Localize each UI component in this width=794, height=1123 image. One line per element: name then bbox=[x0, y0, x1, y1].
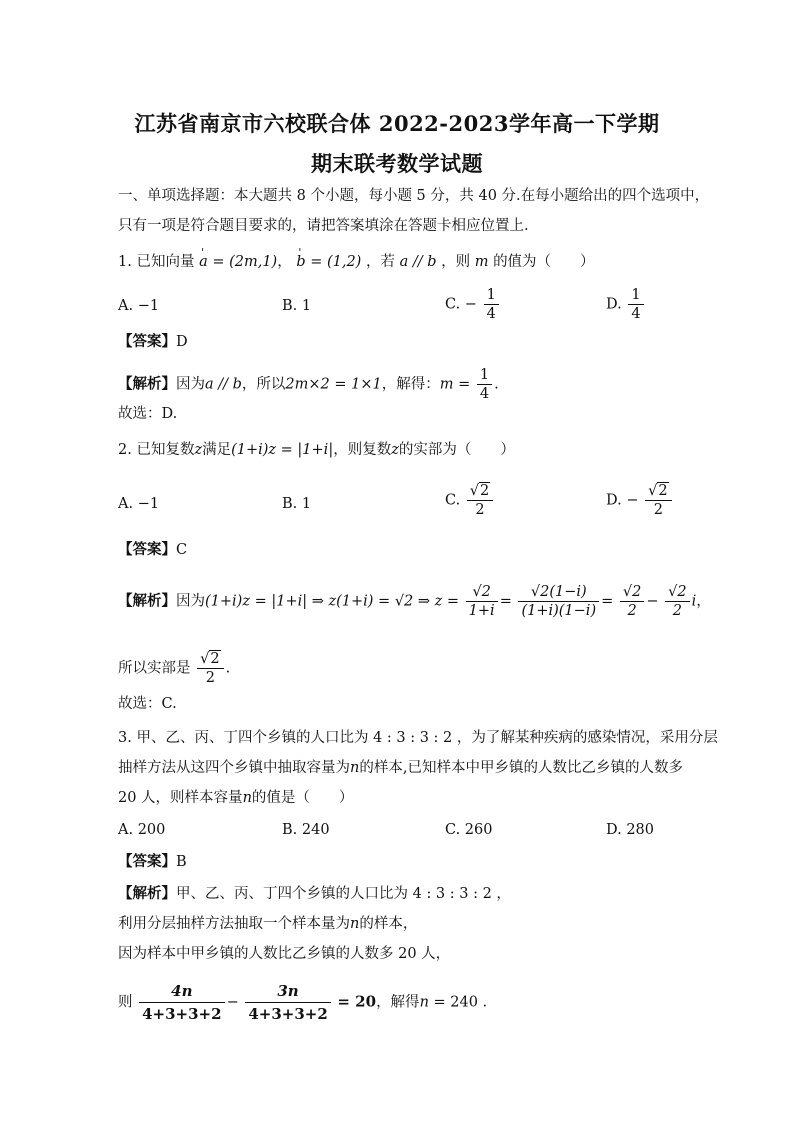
q1-option-b: B. 1 bbox=[282, 298, 312, 314]
q2-select: 故选：C. bbox=[118, 696, 177, 712]
q3-analysis-line-3: 因为样本中甲乡镇的人数比乙乡镇的人数多 20 人， bbox=[118, 946, 451, 962]
q1-stem: 1. 已知向量 ' a = (2m,1)， ' b = (1,2) ，若 a // b ，则 m 的值为（ ） bbox=[118, 252, 595, 272]
q3-stem-line-1: 3. 甲、乙、丙、丁四个乡镇的人口比为 4 : 3 : 3 : 2 ，为了解某种疾病的感染情况，采用分层 bbox=[118, 730, 718, 746]
q2-option-b: B. 1 bbox=[282, 496, 312, 512]
q3-option-a: A. 200 bbox=[118, 822, 166, 838]
q1-analysis: 【解析】因为a // b，所以2m×2 = 1×1，解得：m = $\frac{1}{4}$ . bbox=[118, 367, 499, 402]
q2-answer: 【答案】C bbox=[118, 541, 188, 558]
q3-analysis-line-2: 利用分层抽样方法抽取一个样本量为n的样本， bbox=[118, 916, 418, 932]
q3-stem-line-2: 抽样方法从这四个乡镇中抽取容量为n的样本,已知样本中甲乡镇的人数比乙乡镇的人数多 bbox=[118, 760, 683, 776]
q2-stem: 2. 已知复数z满足(1+i)z = |1+i|，则复数z的实部为（ ） bbox=[118, 442, 515, 458]
q2-analysis: 【解析】因为(1+i)z = |1+i| ⇒ z(1+i) = √2 ⇒ z = $\frac{√2}{1+i}$ = $\frac{√2(1-i)}{(1+i)(1-i)}$ = $\frac{√2}{2}$ − $\frac{√2}{2}$ i， bbox=[118, 584, 711, 619]
q2-real-part: 所以实部是 $\frac{√2}{2}$ . bbox=[118, 651, 231, 686]
q2-option-d: D. − $\frac{√2}{2}$ bbox=[606, 482, 674, 519]
q3-option-d: D. 280 bbox=[606, 822, 655, 838]
q1-parallel: a // b bbox=[399, 254, 437, 270]
q1-option-a: A. −1 bbox=[118, 298, 160, 314]
section-heading-line-1: 一、单项选择题：本大题共 8 个小题，每小题 5 分，共 40 分.在每小题给出的四个选项中， bbox=[118, 188, 710, 204]
q1-vector-b: ' b = (1,2) bbox=[296, 252, 361, 272]
q3-stem-line-3: 20 人，则样本容量n的值是（ ） bbox=[118, 790, 354, 806]
q3-analysis-equation: 则 $\frac{4n}{4+3+3+2}$ − $\frac{3n}{4+3+3+2}$ = 20，解得n = 240 . bbox=[118, 982, 488, 1023]
q1-select: 故选：D. bbox=[118, 406, 178, 422]
q2-option-a: A. −1 bbox=[118, 496, 160, 512]
q3-option-b: B. 240 bbox=[282, 822, 330, 838]
q3-analysis-line-1: 【解析】甲、乙、丙、丁四个乡镇的人口比为 4 : 3 : 3 : 2 ， bbox=[118, 885, 511, 902]
q3-option-c: C. 260 bbox=[445, 822, 493, 838]
q1-answer: 【答案】D bbox=[118, 333, 188, 350]
q1-option-c: C. − $\frac{1}{4}$ bbox=[445, 286, 501, 323]
q3-answer: 【答案】B bbox=[118, 853, 187, 870]
title-line-1: 江苏省南京市六校联合体 2022-2023学年高一下学期 bbox=[134, 111, 660, 136]
q2-option-c: C. $\frac{√2}{2}$ bbox=[445, 482, 495, 519]
section-heading-line-2: 只有一项是符合题目要求的，请把答案填涂在答题卡相应位置上. bbox=[118, 218, 529, 234]
title-line-2: 期末联考数学试题 bbox=[311, 151, 483, 176]
q1-option-d: D. $\frac{1}{4}$ bbox=[606, 286, 646, 323]
q1-vector-a: ' a = (2m,1) bbox=[199, 252, 277, 272]
